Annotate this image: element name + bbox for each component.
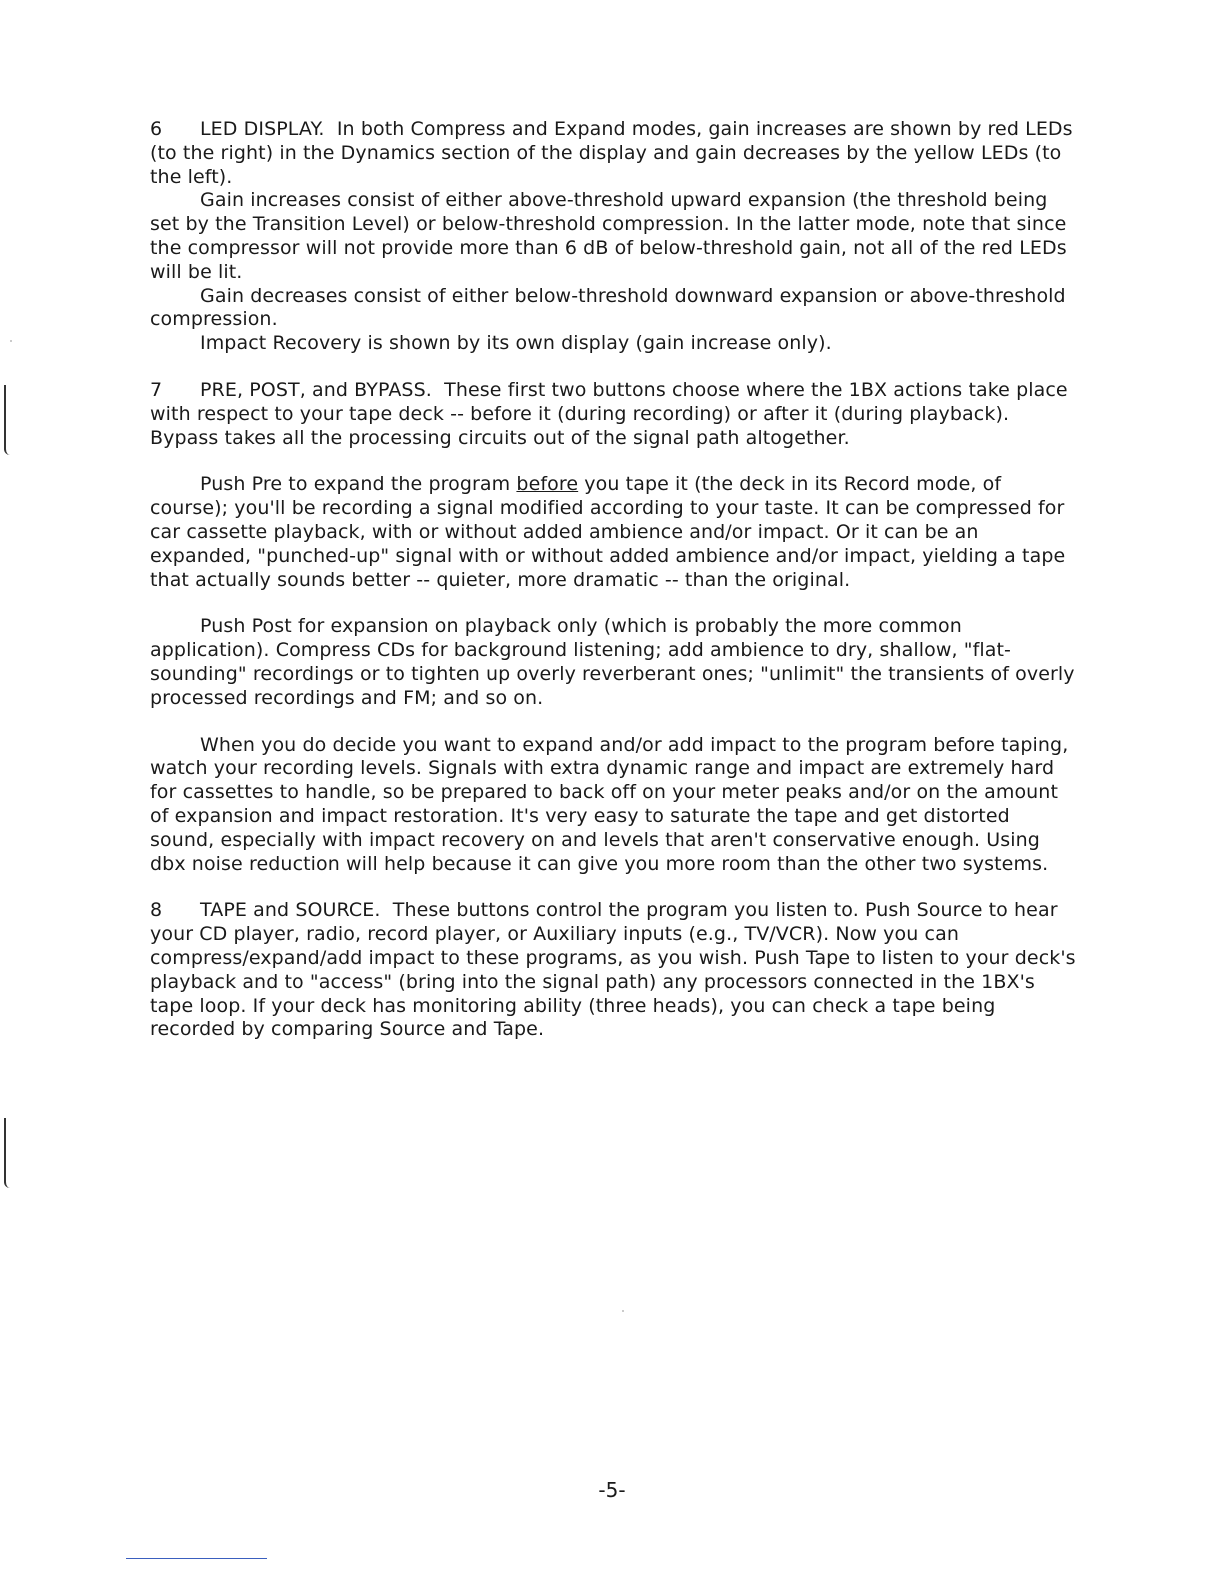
section-6-intro bbox=[150, 118, 1080, 189]
section-heading: LED DISPLAY. bbox=[200, 118, 325, 140]
paragraph: Gain decreases consist of either below-threshold downward expansion or above-threshold compression. bbox=[150, 284, 1066, 331]
paragraph: Push Post for expansion on playback only (which is probably the more common application). Compress CDs for background listening; add ambience to dry, shallow, "flat-sounding" recordings or to tighten up overly reverberant ones; "unlimit" the transients of overly processed recordings and FM; and so on. bbox=[150, 615, 1075, 709]
scan-speck bbox=[10, 340, 12, 342]
section-7-intro bbox=[150, 379, 1080, 450]
paragraph-text: These first two buttons choose where the 1BX actions take place with respect to your tape deck -- before it (during recording) or after it (during playback). Bypass takes all the processing circuits out of the signal path altogether. bbox=[150, 378, 1068, 449]
scan-mark-lower bbox=[4, 1118, 14, 1188]
section-led-display bbox=[150, 118, 1080, 356]
paragraph bbox=[150, 473, 1080, 592]
section-heading: TAPE and SOURCE. bbox=[200, 899, 381, 922]
paragraph-text: you tape it (the deck in its Record mode, of course); you'll be recording a signal modified according to your taste. It can be compressed for car cassette playback, with or without added ambience and/or impact. Or it can be an expanded, "punched-up" signal with or without added ambience and/or impact, yielding a tape that actually sounds better -- quieter, more dramatic -- than the original. bbox=[150, 473, 1066, 591]
paragraph: Impact Recovery is shown by its own display (gain increase only). bbox=[200, 332, 832, 355]
section-number: 6 bbox=[150, 118, 163, 140]
footnote-rule bbox=[126, 1558, 267, 1559]
paragraph: Gain increases consist of either above-threshold upward expansion (the threshold being set by the Transition Level) or below-threshold compression. In the latter mode, note that since the compressor will not provide more than 6 dB of below-threshold gain, not all of the red LEDs will be lit. bbox=[150, 189, 1067, 283]
section-number: 7 bbox=[150, 378, 163, 401]
paragraph: When you do decide you want to expand and/or add impact to the program before taping, watch your recording levels. Signals with extra dynamic range and impact are extremely hard for cassettes to handle, so be prepared to back off on your meter peaks and/or on the amount of expansion and impact restoration. It's very easy to saturate the tape and get distorted sound, especially with impact recovery on and levels that aren't conservative enough. Using dbx noise reduction will help because it can give you more room than the other two systems. bbox=[150, 733, 1069, 875]
scan-mark-upper bbox=[4, 385, 14, 455]
section-number: 8 bbox=[150, 899, 163, 922]
document-body bbox=[150, 118, 1080, 1065]
section-pre-post-bypass bbox=[150, 379, 1080, 876]
paragraph-text: Push Pre to expand the program bbox=[200, 473, 517, 496]
scan-speck bbox=[622, 1310, 624, 1312]
underlined-word: before bbox=[516, 473, 579, 496]
paragraph-text: These buttons control the program you listen to. Push Source to hear your CD player, radio, record player, or Auxiliary inputs (e.g., TV/VCR). Now you can compress/expand/add impact to these programs, as you wish. Push Tape to listen to your deck's playback and to "access" (bring into the signal path) any processors connected in the 1BX's tape loop. If your deck has monitoring ability (three heads), you can check a tape being recorded by comparing Source and Tape. bbox=[150, 899, 1076, 1041]
section-tape-source bbox=[150, 899, 1080, 1042]
paragraph-text: In both Compress and Expand modes, gain increases are shown by red LEDs (to the right) in the Dynamics section of the display and gain decreases by the yellow LEDs (to the left). bbox=[150, 118, 1073, 188]
page-number: -5- bbox=[598, 1478, 626, 1502]
section-heading: PRE, POST, and BYPASS. bbox=[200, 378, 432, 401]
section-8-intro bbox=[150, 899, 1080, 1042]
